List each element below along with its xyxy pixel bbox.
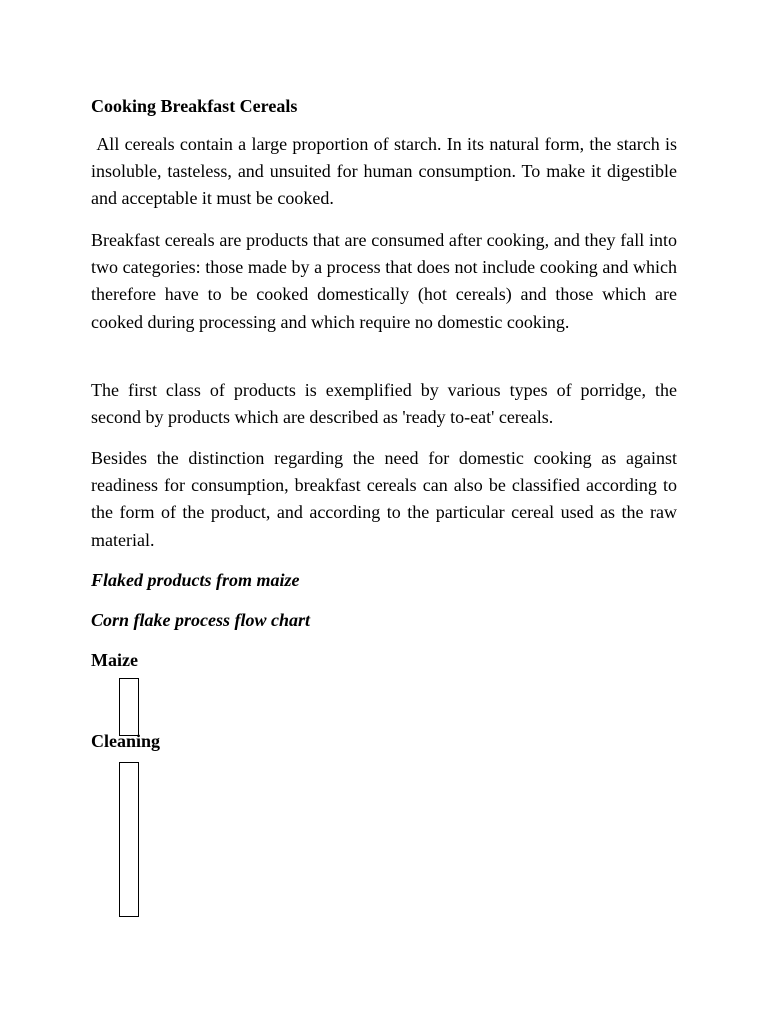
flow-connector-box [119, 762, 139, 917]
document-title: Cooking Breakfast Cereals [91, 96, 298, 116]
flow-connector-box [119, 678, 139, 736]
flow-chart-title: Corn flake process flow chart [91, 610, 311, 630]
paragraph-categories: Breakfast cereals are products that are consumed after cooking, and they fall into two categories: those made by a process that does not include cooking and which therefore have to be cooked domestically (hot cereals) and those which are cooked during processing and which require no domestic cooking. [91, 230, 677, 332]
section-heading: Flaked products from maize [91, 570, 300, 590]
flow-step-cleaning: Cleaning [91, 731, 161, 751]
paragraph-classes: The first class of products is exemplified by various types of porridge, the second by products which are described as 'ready to-eat' cereals. [91, 380, 677, 428]
flow-step-maize: Maize [91, 650, 138, 670]
paragraph-starch: All cereals contain a large proportion of starch. In its natural form, the starch is insoluble, tasteless, and unsuited for human consumption. To make it digestible and acceptable it must be cooked. [91, 134, 682, 209]
paragraph-distinction: Besides the distinction regarding the need for domestic cooking as against readiness for consumption, breakfast cereals can also be classified according to the form of the product, and according to the particular cereal used as the raw material. [91, 448, 677, 550]
